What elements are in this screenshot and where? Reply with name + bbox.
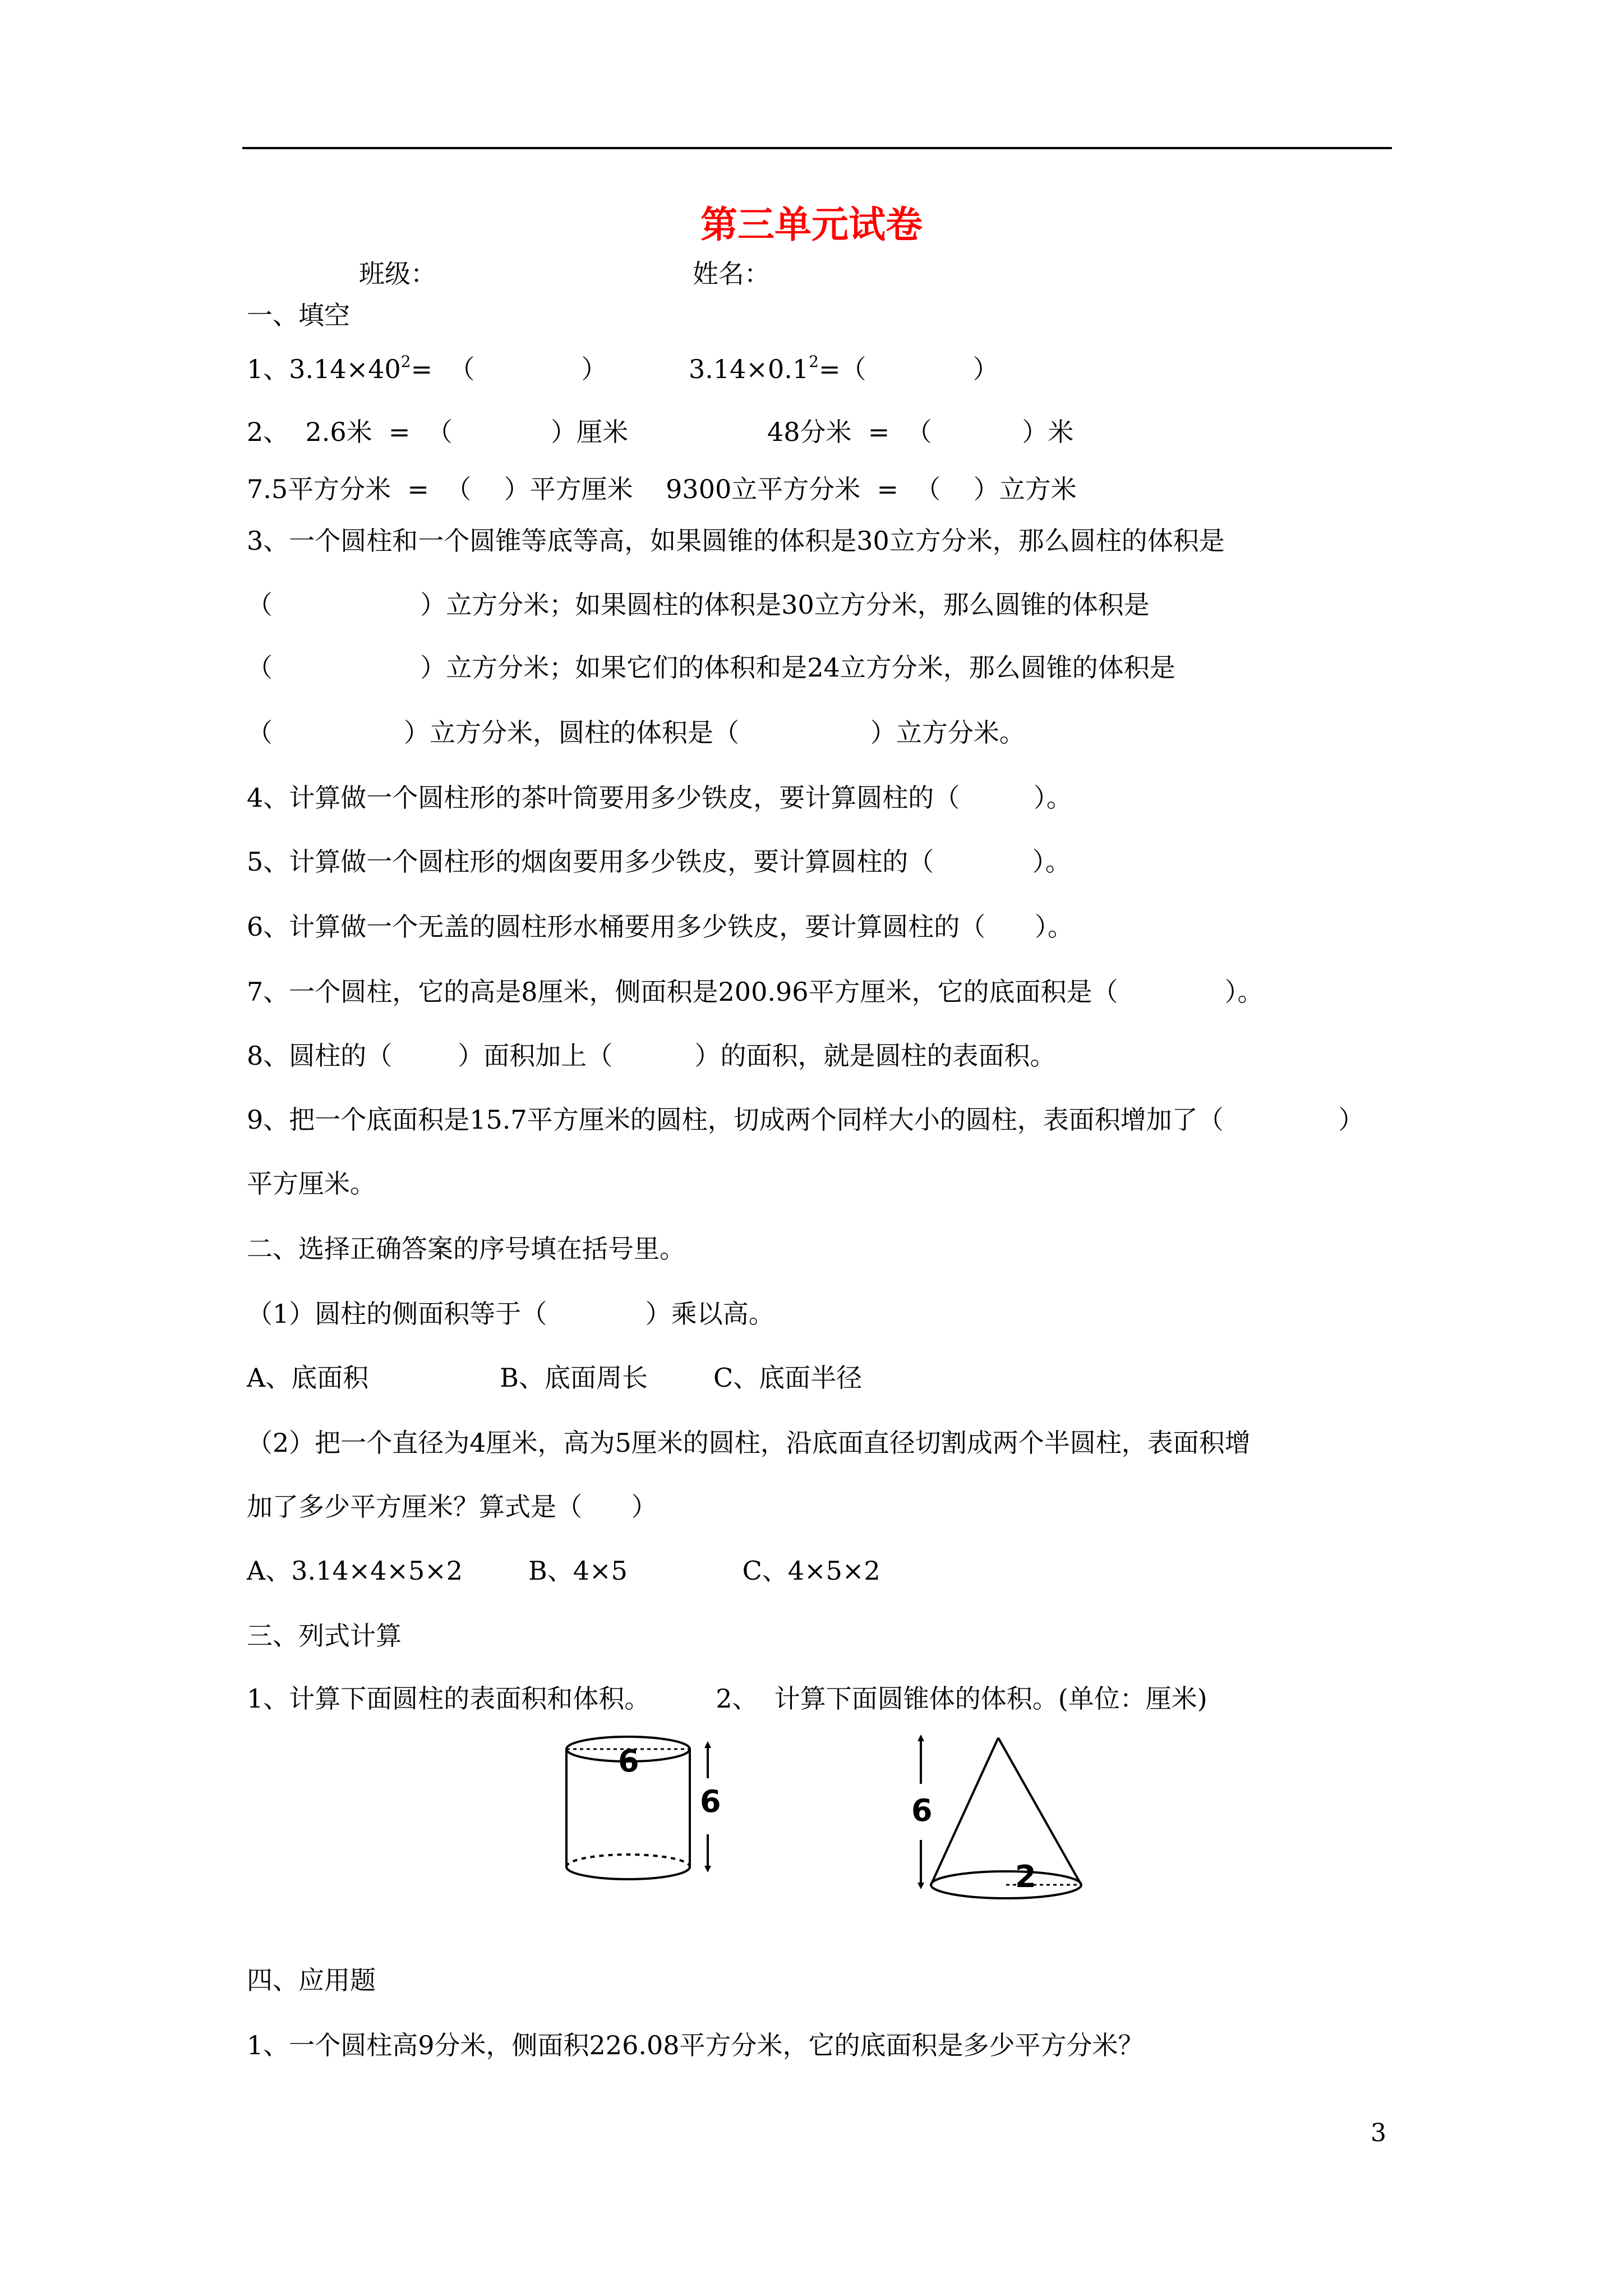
question-3-line-2: （ ）立方分米；如果圆柱的体积是30立方分米，那么圆锥的体积是 (247, 590, 1150, 620)
choice-question-1: （1）圆柱的侧面积等于（ ）乘以高。 (247, 1299, 774, 1329)
section-4-heading: 四、应用题 (247, 1965, 376, 1995)
question-3-line-4: （ ）立方分米，圆柱的体积是（ ）立方分米。 (247, 717, 1025, 748)
application-question-1: 1、一个圆柱高9分米，侧面积226.08平方分米，它的底面积是多少平方分米？ (247, 2030, 1144, 2060)
question-9-line-2: 平方厘米。 (247, 1168, 376, 1199)
choice-question-2-line-1: （2）把一个直径为4厘米，高为5厘米的圆柱，沿底面直径切割成两个半圆柱，表面积增 (247, 1428, 1251, 1458)
cone-figure (911, 1738, 1081, 1898)
question-1a: 1、$3.14\times 40^2=$ （ ） (247, 352, 607, 384)
question-1b: $3.14\times 0.1^2=$（ ） (689, 352, 999, 384)
name-label: 姓名： (693, 259, 770, 289)
top-rule (242, 147, 1392, 149)
choice-question-2-line-2: 加了多少平方厘米？算式是（ ） (247, 1492, 657, 1522)
cone-radius-label: 2 (1015, 1859, 1036, 1894)
cylinder-figure (566, 1737, 721, 1879)
choice-question-1-options: A、底面积 B、底面周长 C、底面半径 (247, 1363, 863, 1393)
question-6: 6、计算做一个无盖的圆柱形水桶要用多少铁皮，要计算圆柱的（ ）。 (247, 912, 1073, 942)
section-3-heading: 三、列式计算 (247, 1621, 402, 1651)
question-4: 4、计算做一个圆柱形的茶叶筒要用多少铁皮，要计算圆柱的（ ）。 (247, 783, 1072, 813)
cone-height-label: 6 (911, 1793, 933, 1828)
section-1-heading: 一、填空 (247, 300, 350, 330)
question-2b: 48分米 = （ ）米 (767, 417, 1074, 447)
question-5: 5、计算做一个圆柱形的烟囱要用多少铁皮，要计算圆柱的（ ）。 (247, 846, 1071, 877)
question-3-line-1: 3、一个圆柱和一个圆锥等底等高，如果圆锥的体积是30立方分米，那么圆柱的体积是 (247, 526, 1225, 556)
calc-questions: 1、计算下面圆柱的表面积和体积。 2、 计算下面圆锥体的体积。(单位：厘米) (247, 1683, 1207, 1714)
question-7: 7、一个圆柱，它的高是8厘米，侧面积是200.96平方厘米，它的底面积是（ ）。 (247, 977, 1264, 1007)
cylinder-diameter-label: 6 (618, 1743, 639, 1779)
cylinder-height-label: 6 (700, 1784, 721, 1819)
question-9-line-1: 9、把一个底面积是15.7平方厘米的圆柱，切成两个同样大小的圆柱，表面积增加了（ ） (247, 1105, 1364, 1135)
question-2a: 2、 2.6米 = （ ）厘米 (247, 417, 629, 447)
question-8: 8、圆柱的（ ）面积加上（ ）的面积，就是圆柱的表面积。 (247, 1041, 1056, 1071)
page-number: 3 (1371, 2119, 1386, 2147)
section-2-heading: 二、选择正确答案的序号填在括号里。 (247, 1234, 685, 1264)
class-label: 班级： (359, 259, 436, 289)
question-2c: 7.5平方分米 = （ ）平方厘米 9300立平方分米 = （ ）立方米 (247, 474, 1077, 504)
question-3-line-3: （ ）立方分米；如果它们的体积和是24立方分米，那么圆锥的体积是 (247, 652, 1175, 683)
page-title: 第三单元试卷 (700, 203, 923, 246)
geometry-figures (550, 1722, 1110, 1913)
choice-question-2-options: A、3.14×4×5×2 B、4×5 C、4×5×2 (247, 1556, 880, 1586)
